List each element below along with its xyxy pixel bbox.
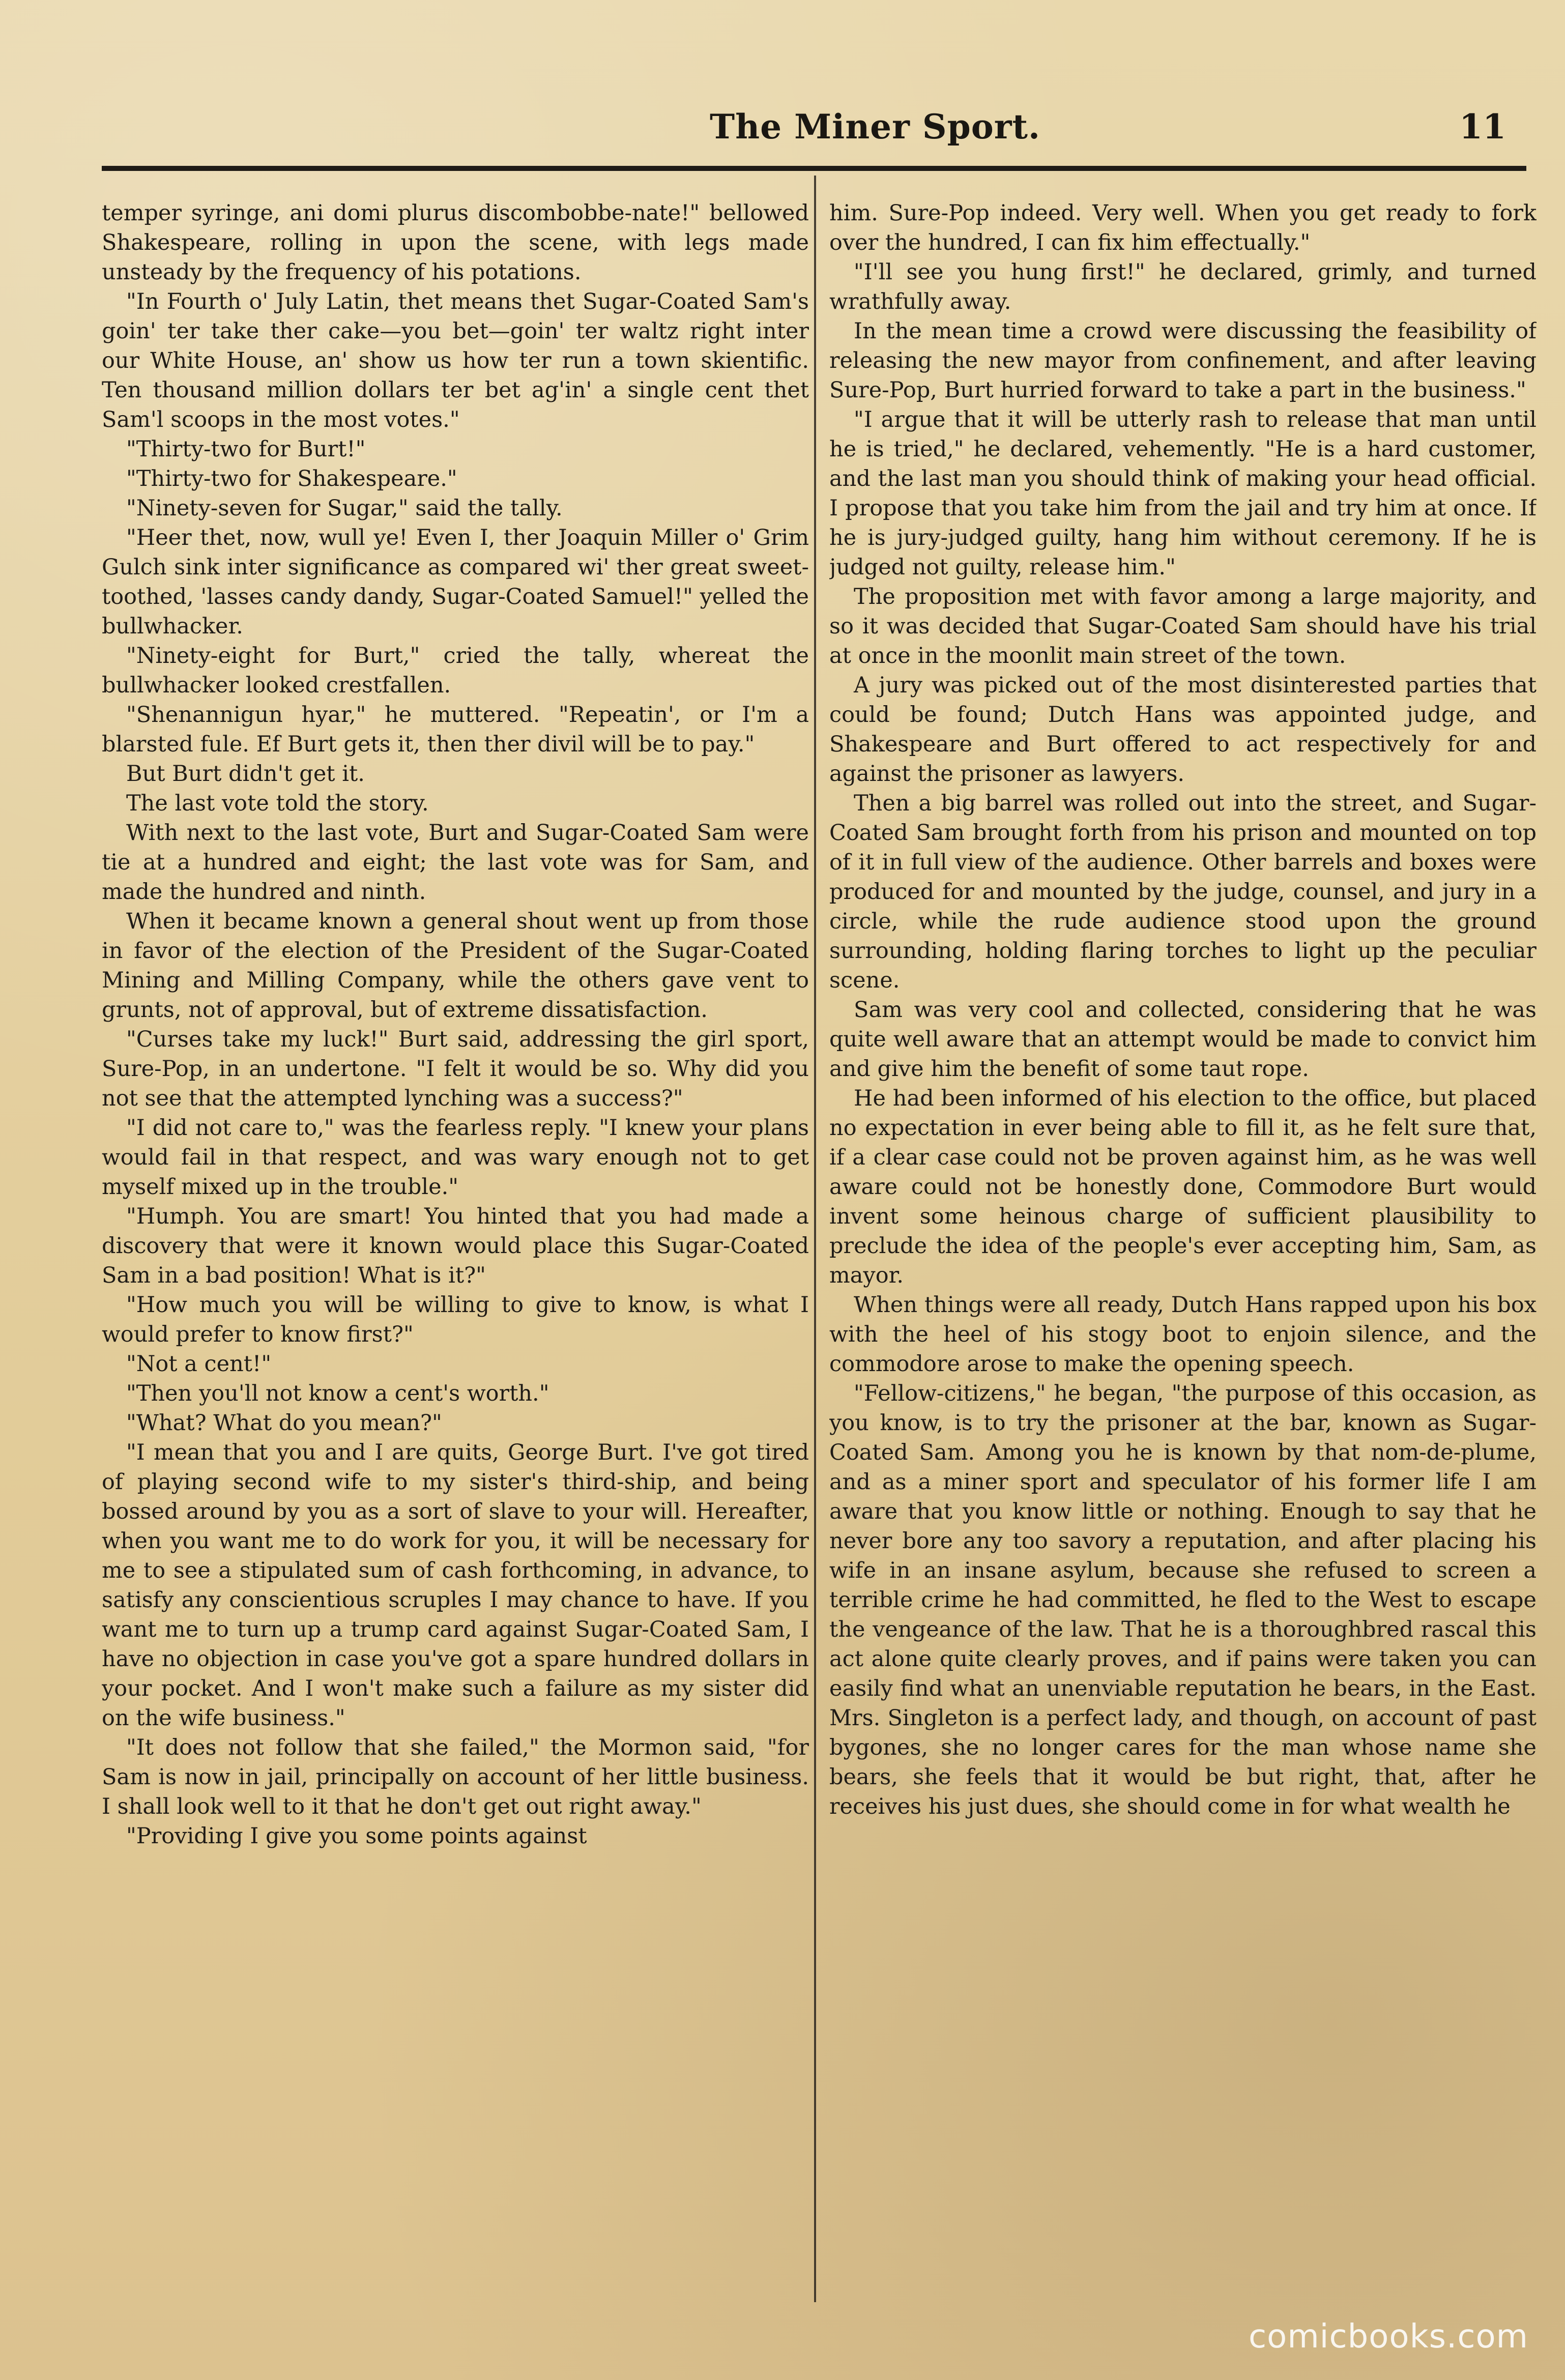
right-column [829, 198, 1537, 2315]
column-divider [814, 176, 816, 2302]
left-paragraph-7: "Ninety-eight for Burt," cried the tally, whereat the bullwhacker looked crestfallen. [102, 643, 809, 698]
left-paragraph-22: "Providing I give you some points against [126, 1823, 587, 1849]
right-paragraph-6: A jury was picked out of the most disinterested parties that could be found; Dutch Hans was appointed judge, and Shakespeare and Burt offered to act respectively for and against the prisoner as lawyers. [829, 673, 1537, 787]
page-header [102, 107, 1526, 163]
right-paragraph-9: He had been informed of his election to the office, but placed no expectation in ever being able to fill it, as he felt sure that, if a clear case could not be proven against him, as he was well aware could not be honestly done, Commodore Burt would invent some heinous charge of sufficient plausibility to preclude the idea of the people's ever accepting him, Sam, as mayor. [829, 1086, 1537, 1288]
left-paragraph-11: With next to the last vote, Burt and Sugar-Coated Sam were tie at a hundred and eight; the last vote was for Sam, and made the hundred and ninth. [102, 820, 809, 905]
left-paragraph-15: "Humph. You are smart! You hinted that you had made a discovery that were it known would place this Sugar-Coated Sam in a bad position! What is it?" [102, 1204, 809, 1288]
left-paragraph-16: "How much you will be willing to give to know, is what I would prefer to know first?" [102, 1292, 809, 1347]
left-paragraph-20: "I mean that you and I are quits, George Burt. I've got tired of playing second wife to my sister's third-ship, and being bossed around by you as a sort of slave to your will. Hereafter, when you want me to do work for you, it will be necessary for me to see a stipulated sum of cash forthcoming, in advance, to satisfy any conscientious scruples I may chance to have. If you want me to turn up a trump card against Sugar-Coated Sam, I have no objection in case you've got a spare hundred dollars in your pocket. And I won't make such a failure as my sister did on the wife business." [102, 1440, 809, 1731]
left-paragraph-6: "Heer thet, now, wull ye! Even I, ther Joaquin Miller o' Grim Gulch sink inter significance as compared wi' ther great sweet-toothed, 'lasses candy dandy, Sugar-Coated Samuel!" yelled the bullwhacker. [102, 525, 809, 639]
right-paragraph-1: him. Sure-Pop indeed. Very well. When you get ready to fork over the hundred, I can fix him effectually." [829, 200, 1537, 255]
left-paragraph-3: "Thirty-two for Burt!" [126, 437, 366, 462]
left-paragraph-21: "It does not follow that she failed," the Mormon said, "for Sam is now in jail, principally on account of her little business. I shall look well to it that he don't get out right away." [102, 1735, 809, 1819]
left-column [102, 198, 809, 2315]
right-paragraph-8: Sam was very cool and collected, considering that he was quite well aware that an attempt would be made to convict him and give him the benefit of some taut rope. [829, 997, 1537, 1082]
right-paragraph-7: Then a big barrel was rolled out into the street, and Sugar-Coated Sam brought forth from his prison and mounted on top of it in full view of the audience. Other barrels and boxes were produced for and mounted by the judge, counsel, and jury in a circle, while the rude audience stood upon the ground surrounding, holding flaring torches to light up the peculiar scene. [829, 791, 1537, 993]
left-paragraph-14: "I did not care to," was the fearless reply. "I knew your plans would fail in that respect, and was wary enough not to get myself mixed up in the trouble." [102, 1115, 809, 1200]
left-paragraph-4: "Thirty-two for Shakespeare." [126, 466, 457, 491]
left-paragraph-9: But Burt didn't get it. [126, 761, 365, 787]
left-paragraph-1: temper syringe, ani domi plurus discombobbe-nate!" bellowed Shakespeare, rolling in upon the scene, with legs made unsteady by the frequency of his potations. [102, 200, 809, 285]
left-paragraph-2: "In Fourth o' July Latin, thet means thet Sugar-Coated Sam's goin' ter take ther cake—you bet—goin' ter waltz right inter our White House, an' show us how ter run a town skientific. Ten thousand million dollars ter bet ag'in' a single cent thet Sam'l scoops in the most votes." [102, 289, 809, 432]
left-paragraph-8: "Shenannigun hyar," he muttered. "Repeatin', or I'm a blarsted fule. Ef Burt gets it, then ther divil will be to pay." [102, 702, 809, 757]
watermark-text: comicbooks.com [1248, 2318, 1528, 2356]
right-paragraph-2: "I'll see you hung first!" he declared, grimly, and turned wrathfully away. [829, 259, 1537, 314]
right-paragraph-11: "Fellow-citizens," he began, "the purpose of this occasion, as you know, is to try the prisoner at the bar, known as Sugar-Coated Sam. Among you he is known by that nom-de-plume, and as a miner sport and speculator of his former life I am aware that you know little or nothing. Enough to say that he never bore any too savory a reputation, and after placing his wife in an insane asylum, because she refused to screen a terrible crime he had committed, he fled to the West to escape the vengeance of the law. That he is a thoroughbred rascal this act alone quite clearly proves, and if pains were taken you can easily find what an unenviable reputation he bears, in the East. Mrs. Singleton is a perfect lady, and though, on account of past bygones, she no longer cares for the man whose name she bears, she feels that it would be but right, that, after he receives his just dues, she should come in for what wealth he [829, 1381, 1537, 1819]
left-paragraph-13: "Curses take my luck!" Burt said, addressing the girl sport, Sure-Pop, in an undertone. "I felt it would be so. Why did you not see that the attempted lynching was a success?" [102, 1027, 809, 1111]
left-paragraph-19: "What? What do you mean?" [126, 1410, 442, 1436]
right-paragraph-5: The proposition met with favor among a large majority, and so it was decided that Sugar-Coated Sam should have his trial at once in the moonlit main street of the town. [829, 584, 1537, 669]
left-paragraph-5: "Ninety-seven for Sugar," said the tally. [126, 496, 563, 521]
right-paragraph-4: "I argue that it will be utterly rash to release that man until he is tried," he declared, vehemently. "He is a hard customer, and the last man you should think of making your head official. I propose that you take him from the jail and try him at once. If he is jury-judged guilty, hang him without ceremony. If he is judged not guilty, release him." [829, 407, 1537, 580]
running-title: The Miner Sport. [710, 107, 1040, 147]
page-number: 11 [1459, 107, 1506, 147]
header-rule [102, 166, 1526, 171]
right-paragraph-10: When things were all ready, Dutch Hans rapped upon his box with the heel of his stogy boot to enjoin silence, and the commodore arose to make the opening speech. [829, 1292, 1537, 1377]
right-paragraph-3: In the mean time a crowd were discussing the feasibility of releasing the new mayor from confinement, and after leaving Sure-Pop, Burt hurried forward to take a part in the business." [829, 318, 1537, 403]
left-paragraph-10: The last vote told the story. [126, 791, 429, 816]
left-paragraph-17: "Not a cent!" [126, 1351, 272, 1377]
left-paragraph-18: "Then you'll not know a cent's worth." [126, 1381, 549, 1406]
left-paragraph-12: When it became known a general shout went up from those in favor of the election of the President of the Sugar-Coated Mining and Milling Company, while the others gave vent to grunts, not of approval, but of extreme dissatisfaction. [102, 909, 809, 1023]
